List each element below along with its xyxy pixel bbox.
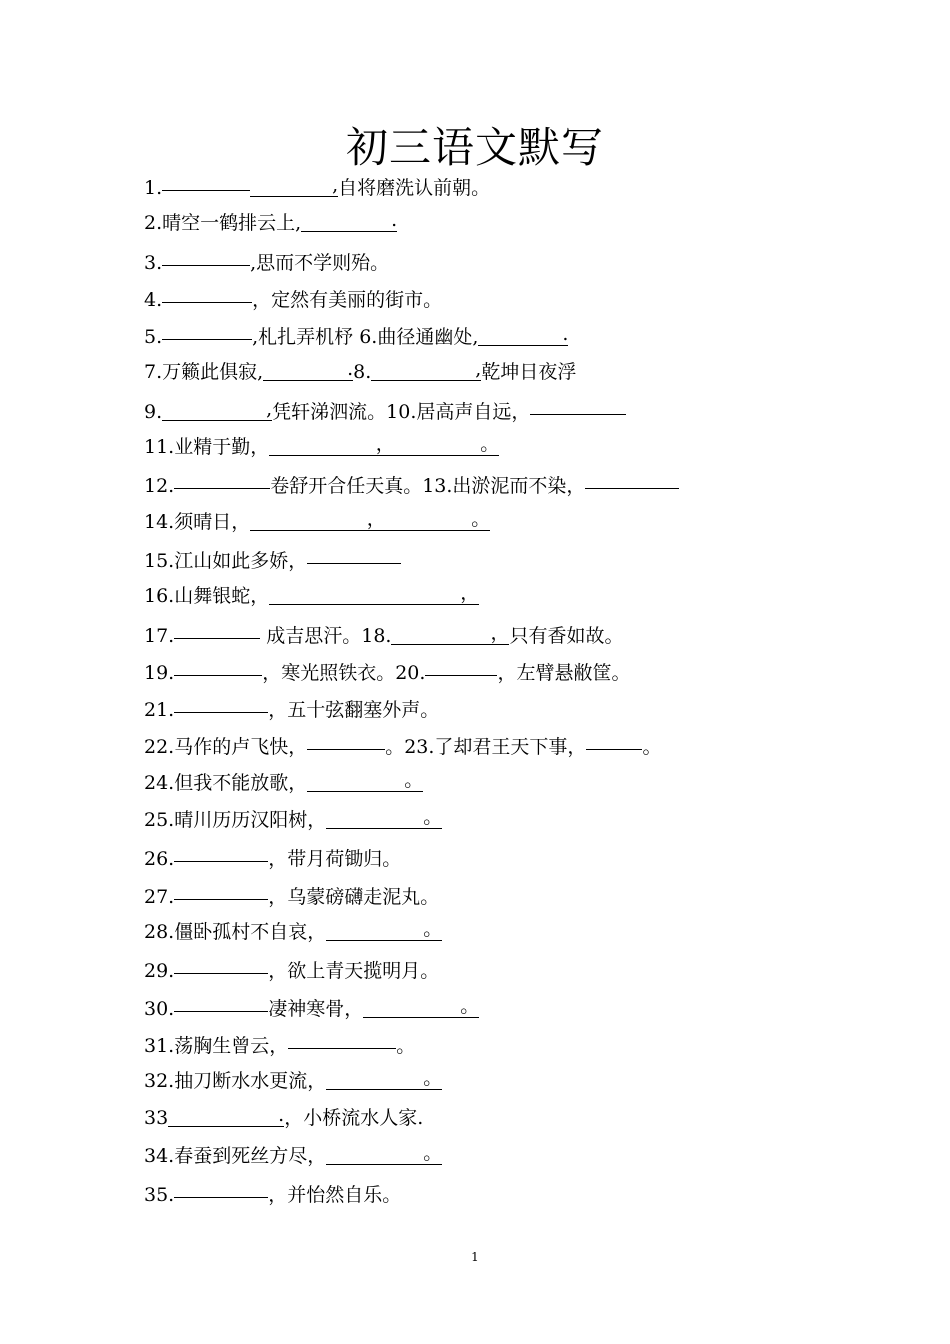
item-text: 。23.了却君王天下事， [385,736,587,759]
dictation-item [144,616,864,653]
item-text: 27. [144,885,175,908]
answer-blank: , [162,398,272,421]
item-text: 只有香如故。 [509,624,624,647]
item-text: 3. [144,251,163,274]
item-text: 7.万籁此俱寂, [144,361,264,384]
item-text: ，左臂悬敝筐。 [497,661,631,684]
dictation-item [144,1175,864,1212]
answer-blank [174,989,268,1012]
item-text: ，寒光照铁衣。20. [262,661,426,684]
answer-blank: 。 [363,995,479,1018]
item-text: 12. [144,475,175,498]
item-text: 4. [144,288,163,311]
dictation-item [144,280,864,317]
item-text: 16.山舞银蛇， [144,585,270,608]
item-text: 29. [144,960,175,983]
answer-blank [174,1175,268,1198]
item-text: 凭轩涕泗流。10.居高声自远， [272,400,531,423]
item-text: ，乌蒙磅礴走泥丸。 [268,885,440,908]
answer-blank [288,1026,396,1049]
item-text: ，并怡然自乐。 [268,1184,402,1207]
dictation-item [144,354,864,391]
dictation-item [144,1063,864,1100]
answer-blank: 。 [326,1067,442,1090]
item-text: 35. [144,1184,175,1207]
answer-blank [307,727,385,750]
item-text: 24.但我不能放歌， [144,771,308,794]
answer-blank: , [250,174,338,197]
answer-blank [586,727,642,750]
dictation-item [144,765,864,802]
dictation-item [144,839,864,876]
answer-blank [174,951,268,974]
answer-blank [174,466,270,489]
dictation-item [144,1026,864,1063]
dictation-item [144,429,864,466]
answer-blank: 。 [307,769,423,792]
item-text: 26. [144,848,175,871]
item-text: 11.业精于勤， [144,436,270,459]
item-text: ，带月荷锄归。 [268,848,402,871]
dictation-item [144,989,864,1026]
answer-blank: 。 [326,806,442,829]
answer-blank [174,839,268,862]
item-text: 凄神寒骨， [268,997,364,1020]
page-title: 初三语文默写 [345,123,604,172]
item-text: 5. [144,326,163,349]
answer-blank [425,653,497,676]
item-text: 25.晴川历历汉阳树， [144,809,327,832]
answer-blank: ， [269,582,479,605]
item-text: 卷舒开合任天真。13.出淤泥而不染， [270,475,586,498]
dictation-item [144,802,864,839]
answer-blank [162,243,250,266]
dictation-item [144,914,864,951]
item-text: 32.抽刀断水水更流， [144,1070,327,1093]
answer-blank [307,541,401,564]
dictation-item [144,653,864,690]
item-text: 。 [396,1034,416,1057]
answer-blank: . [301,209,397,232]
answer-blank: ， 。 [269,433,499,456]
answer-blank: ， 。 [250,508,490,531]
item-text: 自将磨洗认前朝。 [338,177,491,199]
item-text: 乾坤日夜浮 [481,361,577,384]
answer-blank: , [371,358,481,381]
dictation-item [144,690,864,727]
answer-blank: . [168,1104,284,1127]
page-number: 1 [471,1250,479,1264]
item-text: 。 [642,736,662,759]
item-text: 22.马作的卢飞快， [144,736,308,759]
item-text: 8. [353,361,372,384]
item-text: 33 [144,1107,169,1130]
item-text: 34.春蚕到死丝方尽， [144,1144,327,1167]
item-text: 15.江山如此多娇， [144,549,308,572]
dictation-item [144,504,864,541]
answer-blank [174,877,268,900]
answer-blank [174,616,260,639]
answer-blank: . [263,358,353,381]
dictation-item [144,951,864,988]
item-text: 2.晴空一鹤排云上, [144,212,302,235]
item-text: 9. [144,400,163,423]
item-text: 19. [144,661,175,684]
dictation-item [144,168,864,205]
item-text: 14.须晴日， [144,510,251,533]
answer-blank: ， [391,622,509,645]
item-text: ，定然有美丽的街市。 [252,288,443,311]
dictation-item [144,1100,864,1137]
item-text: ,思而不学则殆。 [250,251,390,274]
item-text: 31.荡胸生曾云， [144,1034,289,1057]
dictation-item [144,466,864,503]
dictation-item [144,877,864,914]
item-text: 28.僵卧孤村不自哀， [144,920,327,943]
answer-blank [585,466,679,489]
item-text: 30. [144,997,175,1020]
answer-blank [162,317,252,340]
dictation-item [144,392,864,429]
item-text: ，欲上青天揽明月。 [268,960,440,983]
item-text: ，小桥流水人家. [284,1107,424,1130]
dictation-item [144,317,864,354]
answer-blank [174,653,262,676]
dictation-list [144,168,864,1212]
dictation-item [144,243,864,280]
item-text: ,札扎弄机杼 6.曲径通幽处, [252,326,479,349]
answer-blank: . [478,323,568,346]
answer-blank: 。 [326,918,442,941]
item-text: 成吉思汗。18. [260,624,392,647]
answer-blank [162,168,250,191]
dictation-item [144,578,864,615]
answer-blank [174,690,268,713]
item-text: ，五十弦翻塞外声。 [268,699,440,722]
dictation-item [144,205,864,242]
item-text: 1. [144,177,163,199]
item-text: 21. [144,699,175,722]
dictation-item [144,1138,864,1175]
item-text: 17. [144,624,175,647]
dictation-item [144,541,864,578]
answer-blank: 。 [326,1142,442,1165]
answer-blank [162,280,252,303]
dictation-item [144,727,864,764]
answer-blank [530,392,626,415]
